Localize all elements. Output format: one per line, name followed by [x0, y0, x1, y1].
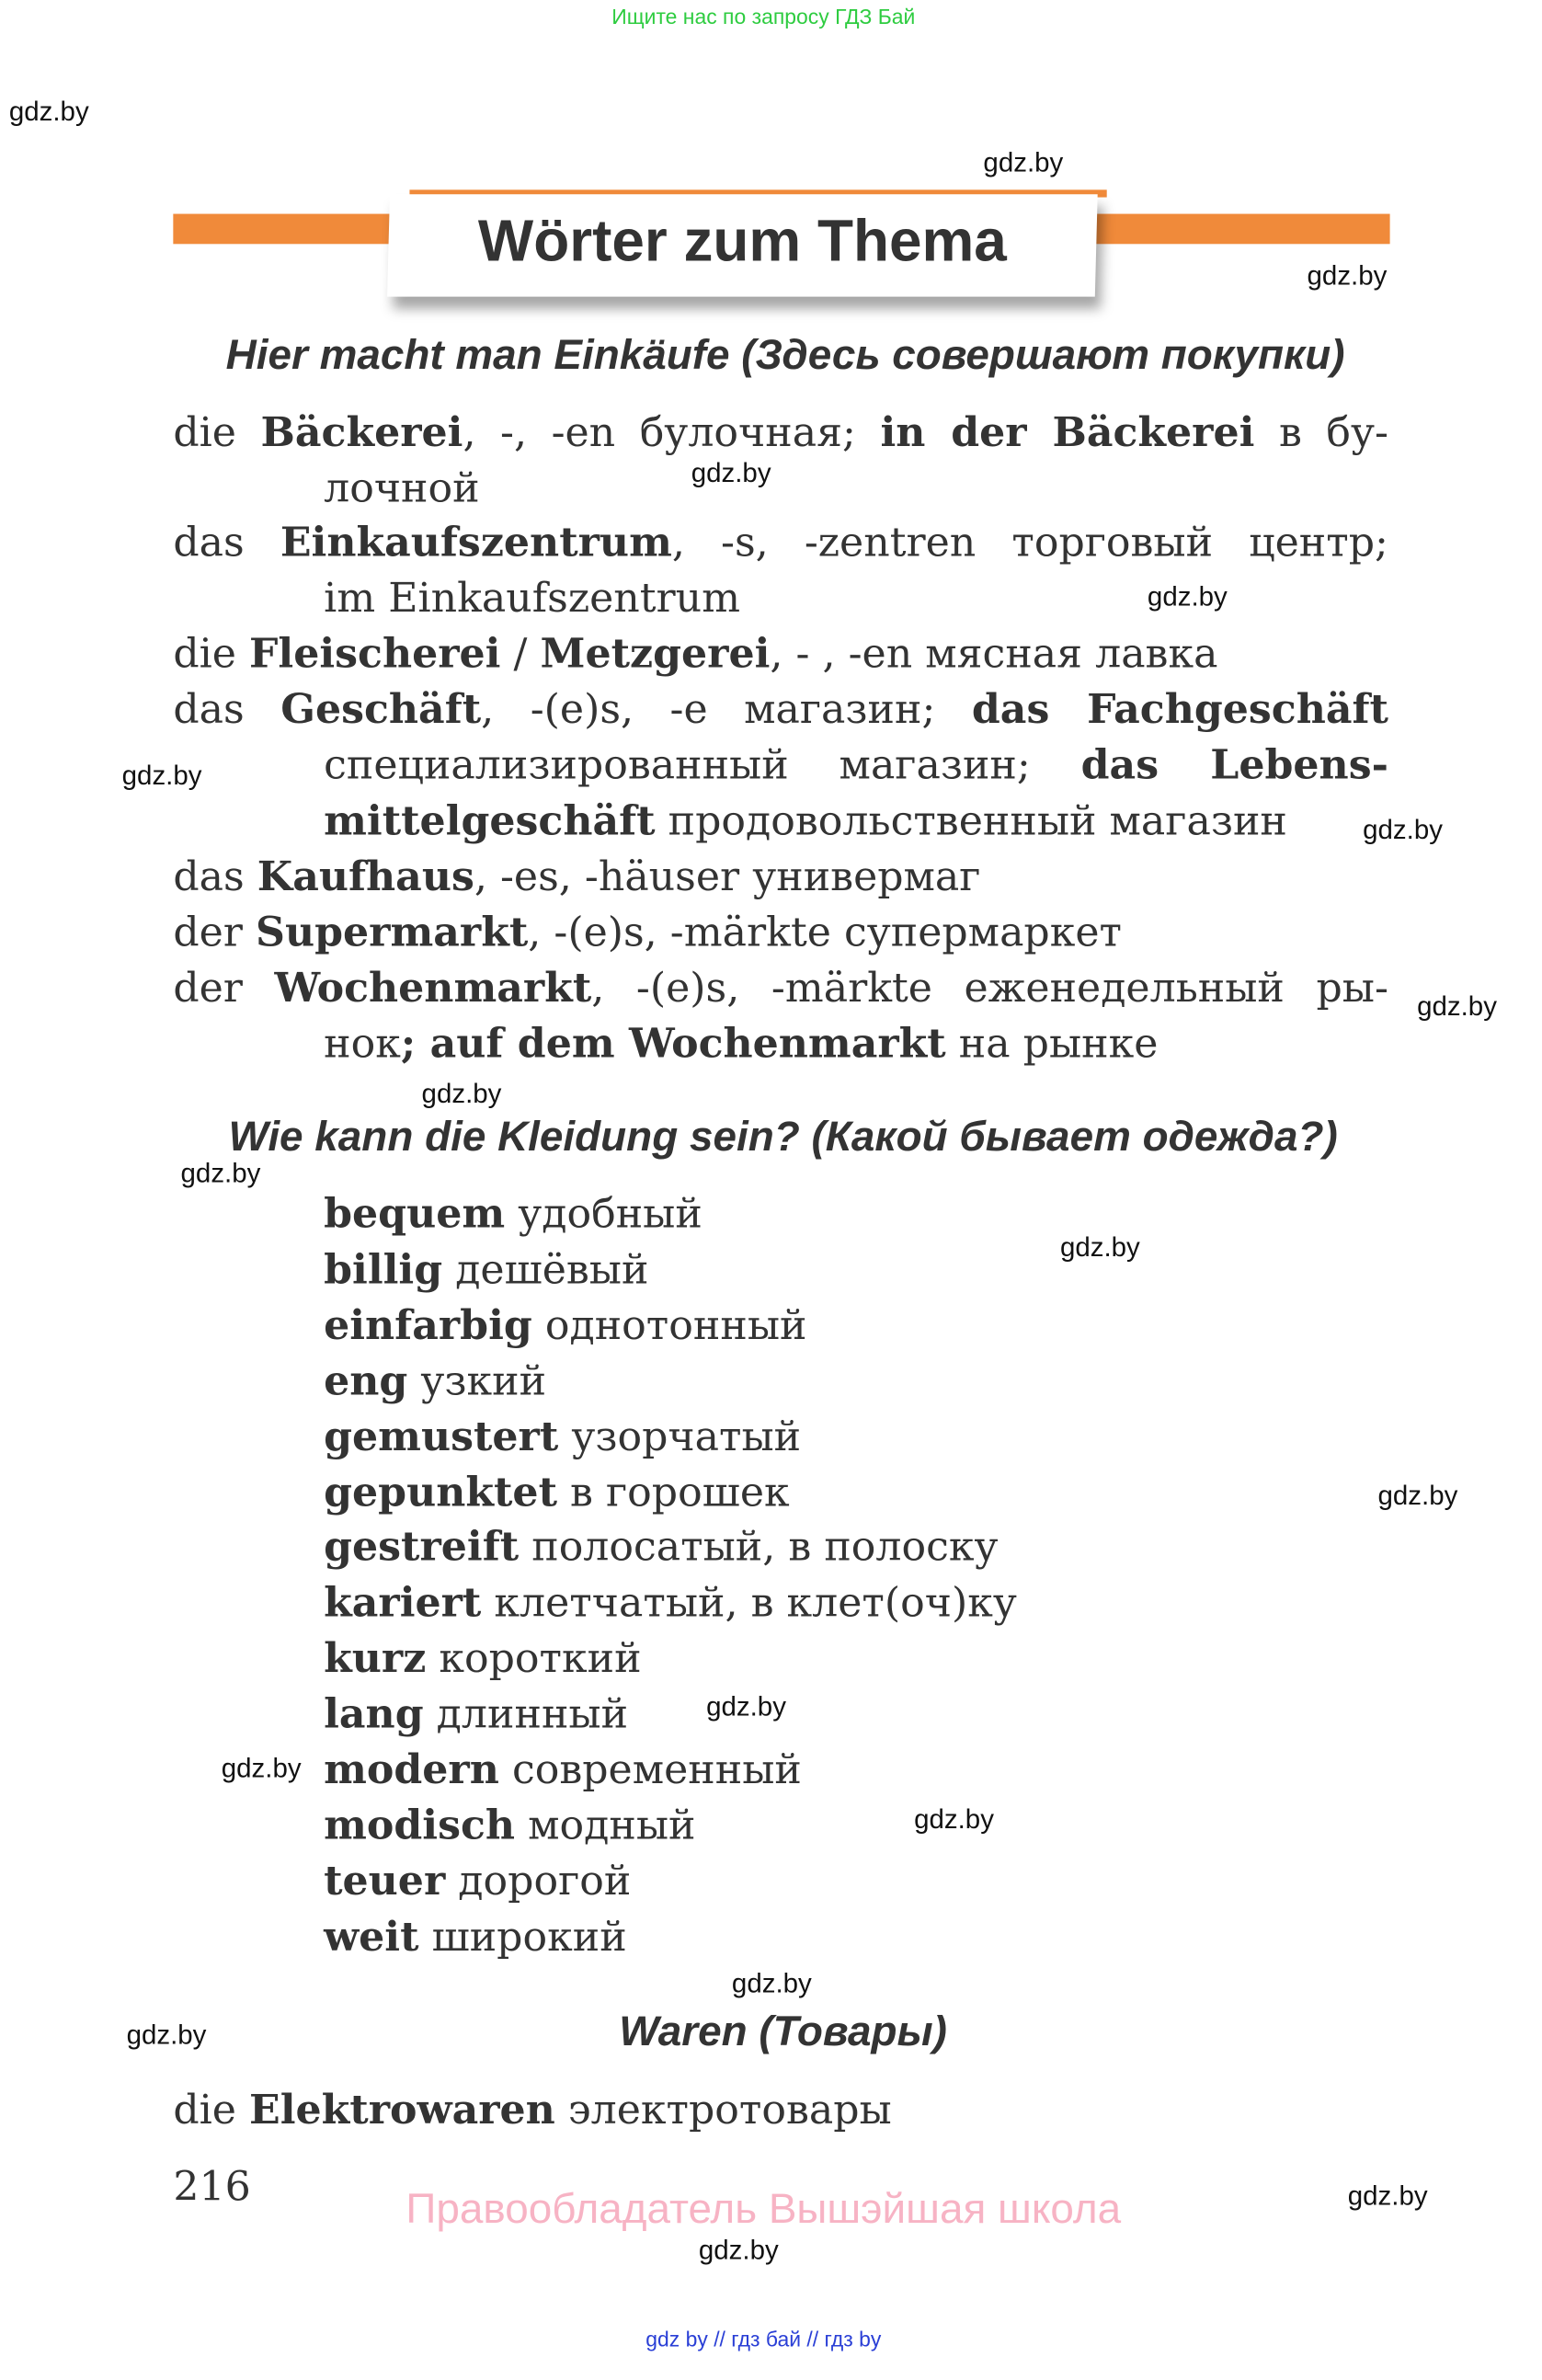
- vocab-text: лочной: [324, 465, 480, 512]
- page-title: Wörter zum Thema: [477, 209, 1007, 275]
- vocab-term: Fleischerei: [249, 631, 501, 678]
- gdz-watermark: gdz.by: [221, 1753, 302, 1784]
- vocab-text: специализированный магазин;: [324, 742, 1081, 790]
- vocab-line: [324, 1520, 998, 1576]
- gdz-watermark: gdz.by: [706, 1691, 786, 1722]
- vocab-line: [324, 1909, 627, 1965]
- vocab-text: , -es, -häuser универмаг: [474, 853, 981, 901]
- vocab-text: das: [173, 520, 280, 566]
- vocab-line: [324, 1576, 1017, 1632]
- gdz-watermark: gdz.by: [8, 96, 89, 127]
- vocab-text: дешёвый: [442, 1246, 649, 1294]
- vocab-text: im Einkaufszentrum: [324, 575, 741, 623]
- vocab-term: bequem: [324, 1191, 506, 1239]
- gdz-watermark: gdz.by: [1307, 260, 1388, 292]
- top-watermark[interactable]: Ищите нас по запросу ГДЗ Бай: [611, 4, 916, 29]
- vocab-line: [324, 1298, 806, 1354]
- vocab-term: eng: [324, 1357, 408, 1405]
- vocab-text: die: [173, 2087, 250, 2134]
- vocab-line: [173, 626, 1217, 682]
- vocab-line: [324, 1465, 790, 1521]
- gdz-watermark: gdz.by: [698, 2235, 779, 2266]
- vocab-term: Kaufhaus: [257, 853, 474, 901]
- vocab-term: Geschäft: [280, 686, 482, 734]
- vocab-line: [324, 1016, 1158, 1072]
- vocab-text: клетчатый, в клет(оч)ку: [481, 1580, 1017, 1628]
- vocab-text: узорчатый: [558, 1413, 802, 1460]
- vocab-line: [324, 738, 1388, 794]
- vocab-term: Wochenmarkt: [274, 965, 592, 1013]
- vocab-term: Einkaufszentrum: [280, 520, 672, 566]
- vocab-line: [324, 1687, 628, 1743]
- vocab-term: teuer: [324, 1858, 446, 1905]
- vocab-term: billig: [324, 1246, 443, 1294]
- gdz-watermark: gdz.by: [121, 761, 202, 791]
- vocab-term: ; auf dem Wochenmarkt: [400, 1021, 946, 1069]
- vocab-term: das Lebens-: [1080, 742, 1388, 790]
- gdz-watermark: gdz.by: [914, 1803, 994, 1835]
- vocab-text: , - , -en мясная лавка: [770, 631, 1218, 678]
- vocab-term: gemustert: [324, 1413, 559, 1460]
- vocab-text: der: [173, 965, 275, 1013]
- vocab-line: [324, 1854, 631, 1910]
- vocab-term: kariert: [324, 1580, 482, 1628]
- vocab-text: на рынке: [945, 1021, 1159, 1069]
- gdz-watermark: gdz.by: [126, 2020, 207, 2050]
- vocab-text: , -(e)s, -märkte супермаркет: [528, 910, 1123, 956]
- gdz-watermark: gdz.by: [691, 457, 771, 488]
- vocab-text: дорогой: [445, 1858, 632, 1905]
- vocab-text: die: [173, 409, 261, 457]
- vocab-line: [324, 571, 740, 627]
- vocab-term: Supermarkt: [256, 910, 529, 956]
- vocab-term: einfarbig: [324, 1302, 532, 1350]
- vocab-line: [173, 961, 1388, 1017]
- vocab-term: modisch: [324, 1802, 516, 1849]
- section-heading: Wie kann die Kleidung sein? (Какой бывает одежда?): [228, 1113, 1338, 1161]
- gdz-watermark: gdz.by: [983, 147, 1064, 178]
- gdz-watermark: gdz.by: [1147, 581, 1228, 612]
- vocab-text: модный: [515, 1802, 696, 1849]
- vocab-text: современный: [498, 1746, 802, 1794]
- vocab-term: Bäckerei: [260, 409, 463, 457]
- vocab-term: gestreift: [324, 1524, 520, 1572]
- vocab-text: узкий: [407, 1357, 547, 1405]
- gdz-watermark: gdz.by: [1059, 1231, 1140, 1263]
- copyright-watermark: Правообладатель Вышэйшая школа: [405, 2185, 1122, 2233]
- vocab-text: электротовары: [554, 2087, 892, 2134]
- banner-bar-right: [1096, 214, 1389, 245]
- vocab-term: mittelgeschäft: [324, 797, 656, 845]
- vocab-line: [173, 406, 1388, 462]
- vocab-term: Elektrowaren: [249, 2087, 555, 2134]
- gdz-watermark: gdz.by: [421, 1078, 502, 1109]
- vocab-line: [173, 515, 1388, 571]
- section-heading: Hier macht man Einkäufe (Здесь совершают покупки): [225, 331, 1345, 379]
- gdz-watermark: gdz.by: [1347, 2180, 1428, 2212]
- vocab-text: der: [173, 910, 257, 956]
- vocab-term: das Fachgeschäft: [971, 686, 1388, 734]
- vocab-line: [173, 682, 1388, 738]
- vocab-line: [324, 461, 480, 517]
- vocab-line: [324, 794, 1287, 850]
- vocab-term: kurz: [324, 1635, 427, 1683]
- vocab-term: lang: [324, 1691, 424, 1739]
- vocab-text: , -s, -zentren торговый центр;: [671, 520, 1388, 566]
- vocab-text: широкий: [418, 1914, 627, 1961]
- vocab-line: [324, 1187, 702, 1243]
- vocab-term: in der Bäckerei: [880, 409, 1255, 457]
- gdz-watermark: gdz.by: [731, 1968, 812, 1999]
- vocab-line: [324, 1409, 801, 1465]
- vocab-text: удобный: [505, 1191, 702, 1239]
- vocab-line: [324, 1242, 648, 1299]
- banner-bar-left: [173, 214, 402, 245]
- vocab-text: длинный: [423, 1691, 629, 1739]
- vocab-term: modern: [324, 1746, 499, 1794]
- vocab-text: в бу-: [1254, 409, 1388, 457]
- vocab-text: в горошек: [557, 1469, 790, 1516]
- gdz-watermark: gdz.by: [180, 1158, 261, 1189]
- vocab-text: , -, -en булочная;: [463, 409, 881, 457]
- vocab-line: [173, 2083, 891, 2139]
- gdz-watermark: gdz.by: [1377, 1480, 1458, 1511]
- vocab-text: , -(e)s, -märkte еженедельный ры-: [591, 965, 1388, 1013]
- vocab-text: короткий: [426, 1635, 642, 1683]
- vocab-line: [324, 1798, 695, 1854]
- vocab-text: , -(e)s, -e магазин;: [481, 686, 972, 734]
- vocab-text: однотонный: [531, 1302, 807, 1350]
- vocab-text: полосатый, в полоску: [519, 1524, 999, 1572]
- vocab-text: das: [173, 853, 257, 901]
- vocab-line: [173, 905, 1122, 961]
- vocab-line: [173, 850, 980, 906]
- vocab-term: gepunktet: [324, 1469, 558, 1516]
- vocab-text: die: [173, 631, 250, 678]
- vocab-text: продовольственный магазин: [655, 797, 1287, 845]
- gdz-watermark: gdz.by: [1417, 990, 1497, 1022]
- vocab-text: /: [500, 631, 541, 678]
- vocab-line: [324, 1354, 546, 1410]
- vocab-line: [324, 1743, 802, 1799]
- page-number: 216: [173, 2164, 251, 2212]
- section-heading: Waren (Товары): [619, 2008, 947, 2054]
- vocab-term: Metzgerei: [540, 631, 771, 678]
- gdz-watermark: gdz.by: [1363, 814, 1443, 845]
- footer-links[interactable]: gdz by // гдз бай // гдз by: [645, 2327, 882, 2351]
- vocab-term: weit: [324, 1914, 419, 1961]
- vocab-text: нок: [324, 1021, 401, 1069]
- vocab-text: das: [173, 686, 281, 734]
- vocab-line: [324, 1631, 642, 1688]
